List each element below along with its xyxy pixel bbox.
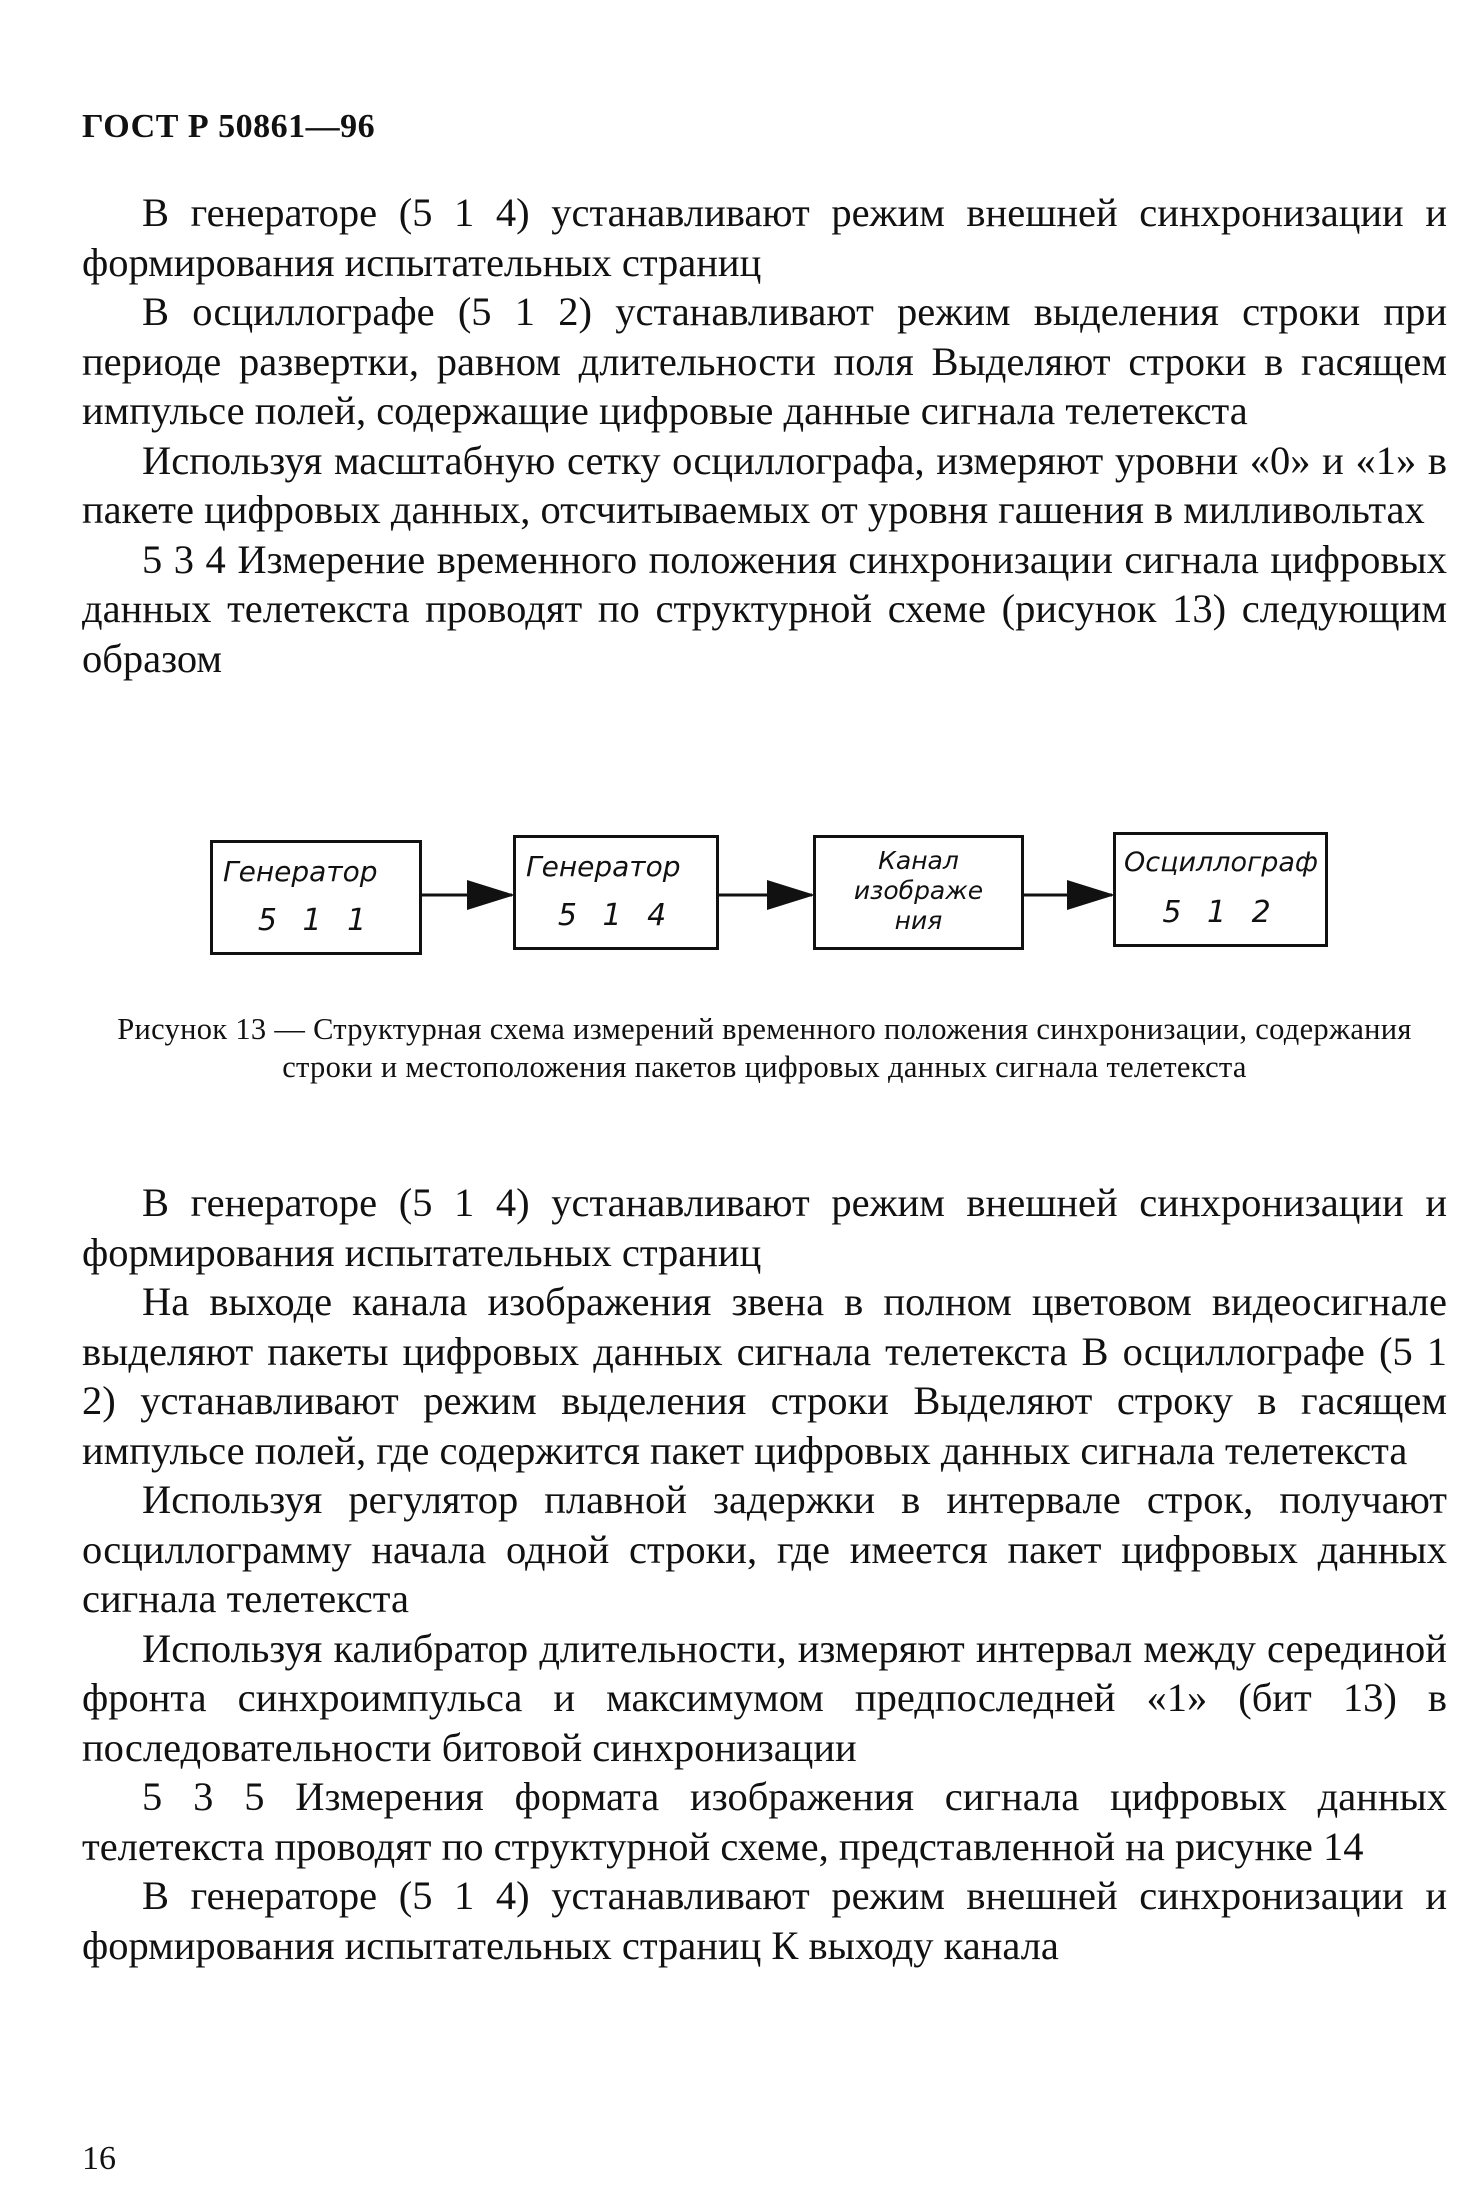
block-name: Генератор: [223, 855, 378, 888]
block-name: Осциллограф: [1124, 847, 1319, 878]
block-number: 5 1 1: [257, 903, 375, 938]
paragraph: Используя регулятор плавной задержки в интервале строк, получают осциллограмму начала одной строки, где имеется пакет цифровых данных сигнала телетекста: [82, 1477, 1447, 1621]
figure-caption: Рисунок 13 — Структурная схема измерений временного положения синхронизации, содержания строки и местоположения пакетов цифровых данных сигнала телетекста: [117, 1012, 1412, 1084]
body-text-bottom: [82, 1178, 1447, 1970]
paragraph: В генераторе (5 1 4) устанавливают режим внешней синхронизации и формирования испытательных страниц: [82, 1180, 1447, 1275]
block-generator-511: [210, 840, 422, 955]
paragraph: 5 3 5 Измерения формата изображения сигнала цифровых данных телетекста проводят по структурной схеме, представленной на рисунке 14: [82, 1774, 1447, 1869]
block-name: Канал изображе ния: [853, 846, 984, 935]
paragraph: Используя масштабную сетку осциллографа, измеряют уровни «0» и «1» в пакете цифровых данных, отсчитываемых от уровня гашения в милливольтах: [82, 437, 1447, 532]
page-number: 16: [82, 2140, 116, 2177]
block-number: 5 1 4: [557, 898, 675, 933]
block-generator-514: [513, 835, 719, 950]
block-image-channel: [813, 835, 1024, 950]
paragraph: В генераторе (5 1 4) устанавливают режим внешней синхронизации и формирования испытательных страниц: [82, 190, 1447, 285]
document-header: ГОСТ Р 50861—96: [82, 108, 376, 145]
block-number: 5 1 2: [1162, 895, 1279, 930]
paragraph: На выходе канала изображения звена в полном цветовом видеосигнале выделяют пакеты цифровых данных сигнала телетекста В осциллографе (5 1 2) устанавливают режим выделения строки Выделяют строку в гасящем импульсе полей, где содержится пакет цифровых данных сигнала телетекста: [82, 1279, 1447, 1473]
paragraph: В осциллографе (5 1 2) устанавливают режим выделения строки при периоде развертки, равном длительности поля Выделяют строки в гасящем импульсе полей, содержащие цифровые данные сигнала телетекста: [82, 289, 1447, 433]
block-oscilloscope-512: [1113, 832, 1328, 947]
block-name: Генератор: [526, 850, 681, 883]
body-text-top: [82, 188, 1447, 683]
paragraph: В генераторе (5 1 4) устанавливают режим внешней синхронизации и формирования испытательных страниц К выходу канала: [82, 1873, 1447, 1968]
paragraph: 5 3 4 Измерение временного положения синхронизации сигнала цифровых данных телетекста проводят по структурной схеме (рисунок 13) следующим образом: [82, 536, 1447, 681]
paragraph: Используя калибратор длительности, измеряют интервал между серединой фронта синхроимпульса и максимумом предпоследней «1» (бит 13) в последовательности битовой синхронизации: [82, 1625, 1447, 1770]
